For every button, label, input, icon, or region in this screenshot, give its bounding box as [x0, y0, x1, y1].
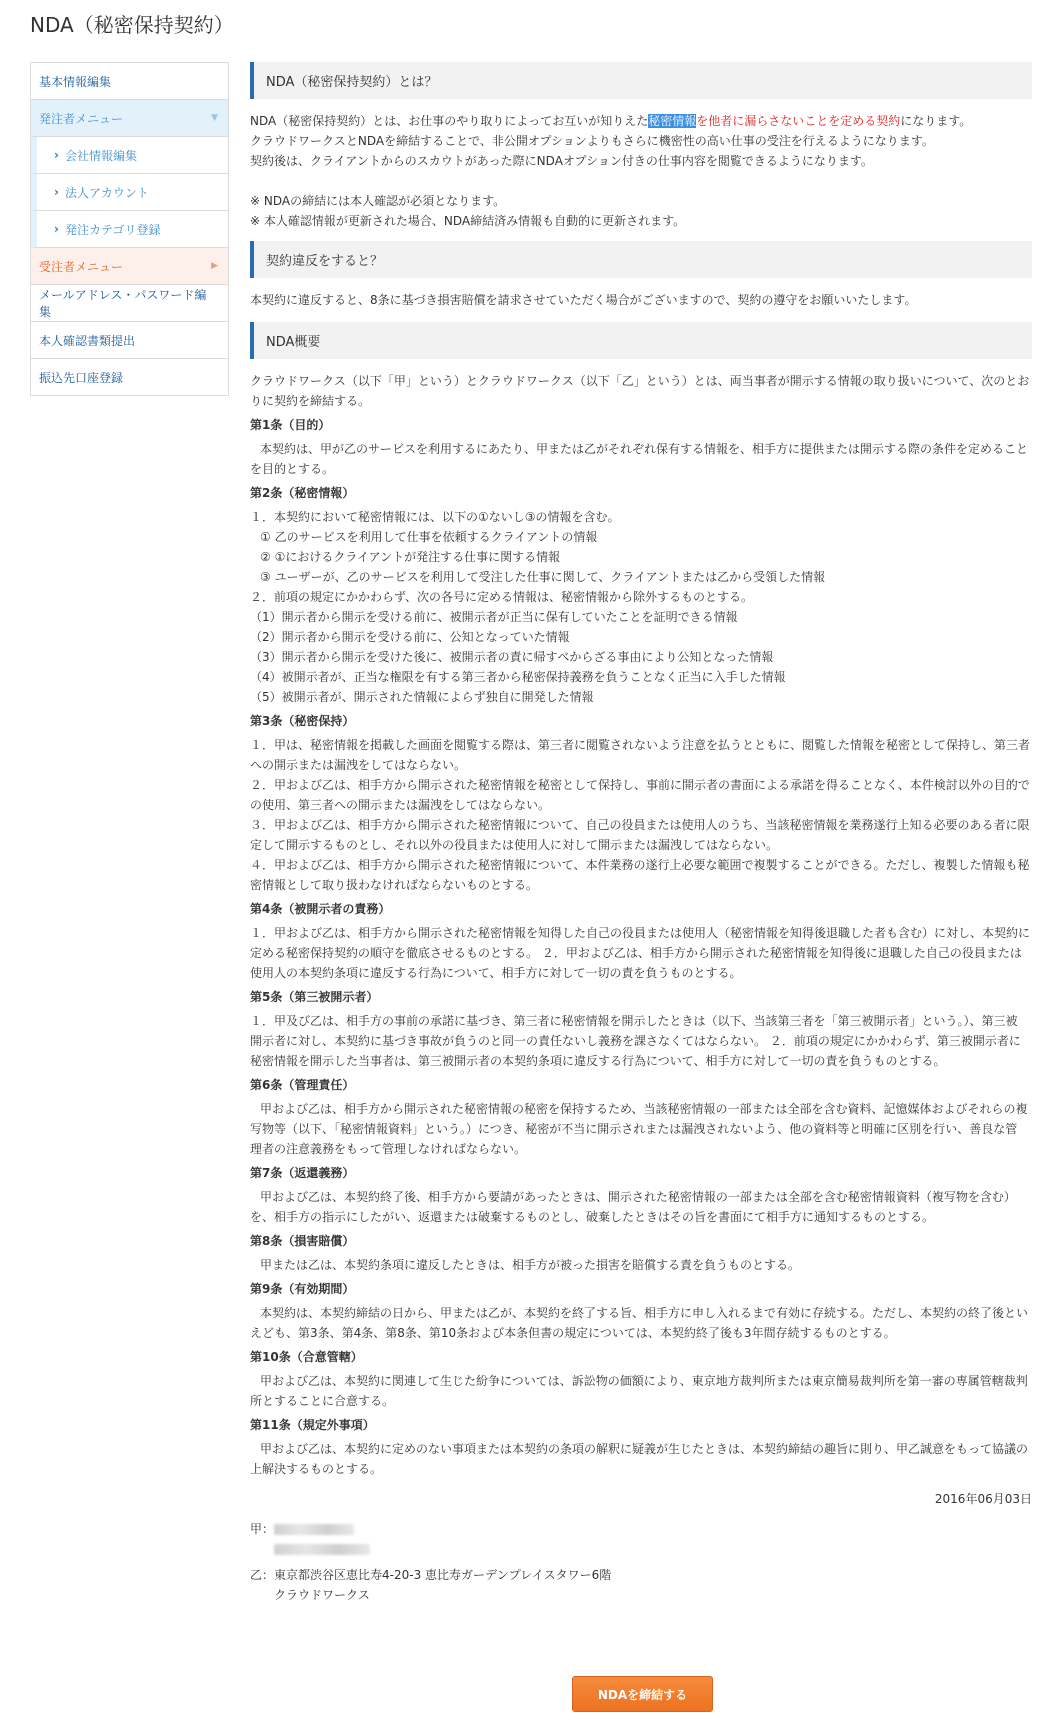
party-a-row: [250, 1519, 1032, 1539]
highlight-text: 秘密情報: [648, 114, 697, 128]
violation-text: 本契約に違反すると、8条に基づき損害賠償を請求させていただく場合がございますので、契約の遵守をお願いいたします。: [250, 293, 917, 307]
intro-text: [250, 111, 1032, 131]
article-text: 甲および乙は、本契約に関連して生じた紛争については、訴訟物の価額により、東京地方裁判所または東京簡易裁判所を第一審の専属管轄裁判: [260, 1374, 1028, 1388]
article-text: （5）被開示者が、開示された情報によらず独自に開発した情報: [250, 690, 594, 704]
article-text: えども、第3条、第4条、第8条、第10条および本条但書の規定については、本契約終了後も3年間存続するものとする。: [250, 1326, 896, 1340]
article-text: 甲および乙は、本契約に定めのない事項または本契約の条項の解釈に疑義が生じたときは、本契約締結の趣旨に則り、甲乙誠意をもって協議の: [260, 1442, 1029, 1456]
contract-date: 2016年06月03日: [934, 1492, 1032, 1506]
intro-text: クラウドワークスとNDAを締結することで、非公開オプションよりもさらに機密性の高い仕事の受注を行えるようになります。: [250, 134, 934, 148]
article-text: ① 乙のサービスを利用して仕事を依頼するクライアントの情報: [260, 530, 598, 544]
article-text: 甲および乙は、本契約終了後、相手方から要請があったときは、開示された秘密情報の一部または全部を含む秘密情報資料（複写物を含む）: [260, 1190, 1016, 1204]
intro-text: 契約後は、クライアントからのスカウトがあった際にNDAオプション付きの仕事内容を閲覧できるようになります。: [250, 154, 873, 168]
party-a-label: 甲：: [250, 1522, 275, 1536]
summary-intro: りに契約を締結する。: [250, 394, 371, 408]
article-text: の使用、第三者への開示または漏洩をしてはならない。: [250, 798, 551, 812]
article-text: （4）被開示者が、正当な権限を有する第三者から秘密保持義務を負うことなく正当に入手した情報: [250, 670, 786, 684]
note-text: ※ 本人確認情報が更新された場合、NDA締結済み情報も自動的に更新されます。: [250, 214, 686, 228]
article-text: 甲または乙は、本契約条項に違反したときは、相手方が被った損害を賠償する責を負うものとする。: [260, 1258, 801, 1272]
party-b-row: [250, 1565, 1032, 1585]
sidebar-item-label: 発注者メニュー: [39, 111, 124, 126]
article-text: 秘密情報を開示した当事者は、第三被開示者の本契約条項に違反する行為について、相手方に対して一切の責を負うものとする。: [250, 1054, 946, 1068]
sidebar-item-basic-info[interactable]: [31, 63, 228, 100]
sidebar-item-label: 法人アカウント: [64, 185, 149, 200]
article-text: ２．甲および乙は、相手方から開示された秘密情報を秘密として保持し、事前に開示者の書面による承諾を得ることなく、本件検討以外の目的で: [250, 778, 1030, 792]
article-text: １．本契約において秘密情報には、以下の①ないし③の情報を含む。: [250, 510, 620, 524]
article-title: 第2条（秘密情報）: [250, 486, 355, 500]
article-title: 第11条（規定外事項）: [250, 1418, 375, 1432]
article-title: 第10条（合意管轄）: [250, 1350, 363, 1364]
article-text: 密情報として取り扱わなければならないものとする。: [250, 878, 539, 892]
article-text: ４．甲および乙は、相手方から開示された秘密情報について、本件業務の遂行上必要な範囲で複製することができる。ただし、複製した情報も秘: [250, 858, 1030, 872]
sidebar-item-order-category[interactable]: [31, 211, 228, 248]
redacted-company: [274, 1544, 370, 1555]
section-heading-violation: 契約違反をすると？: [250, 241, 1032, 278]
article-text: （3）開示者から開示を受けた後に、被開示者の責に帰すべからざる事由により公知となった情報: [250, 650, 774, 664]
article-title: 第9条（有効期間）: [250, 1282, 355, 1296]
article-text: （2）開示者から開示を受ける前に、公知となっていた情報: [250, 630, 570, 644]
party-a-row: [250, 1539, 1032, 1559]
sidebar-item-label: 振込先口座登録: [39, 370, 124, 385]
article-title: 第6条（管理責任）: [250, 1078, 355, 1092]
article-title: 第7条（返還義務）: [250, 1166, 355, 1180]
page-title: NDA（秘密保持契約）: [30, 13, 234, 37]
article-text: 使用人の本契約条項に違反する行為について、相手方に対して一切の責を負うものとする。: [250, 966, 742, 980]
article-title: 第4条（被開示者の責務）: [250, 902, 391, 916]
main-content: [250, 62, 1032, 1605]
section-heading-what-is-nda: NDA（秘密保持契約）とは？: [250, 62, 1032, 99]
sidebar-item-label: 会社情報編集: [64, 148, 137, 163]
article-text: を、相手方の指示にしたがい、返還または破棄するものとし、破棄したときはその旨を書面にて相手方に通知するものとする。: [250, 1210, 935, 1224]
chevron-right-icon: ›: [54, 222, 59, 236]
sidebar-item-corporate-account[interactable]: [31, 174, 228, 211]
article-text: を目的とする。: [250, 462, 335, 476]
party-b-address: 東京都渋谷区恵比寿4-20-3 恵比寿ガーデンプレイスタワー6階: [274, 1568, 612, 1582]
article-text: １．甲は、秘密情報を掲載した画面を閲覧する際は、第三者に閲覧されないよう注意を払うとともに、閲覧した情報を秘密として保持し、第三者: [250, 738, 1031, 752]
article-text: 写物等（以下、「秘密情報資料」という。）につき、秘密が不当に開示されまたは漏洩されないよう、他の資料等と明確に区別を行い、善良な管: [250, 1122, 1018, 1136]
sidebar-item-worker-menu[interactable]: [31, 248, 228, 285]
article-text: １．甲及び乙は、相手方の事前の承諾に基づき、第三者に秘密情報を開示したときは（以下、当該第三者を「第三被開示者」という。）、第三被: [250, 1014, 1018, 1028]
article-title: 第5条（第三被開示者）: [250, 990, 379, 1004]
article-text: 本契約は、本契約締結の日から、甲または乙が、本契約を終了する旨、相手方に申し入れるまで有効に存続する。ただし、本契約の終了後とい: [260, 1306, 1029, 1320]
article-title: 第3条（秘密保持）: [250, 714, 355, 728]
intro-text-part: NDA（秘密保持契約）とは、お仕事のやり取りによってお互いが知りえた: [250, 114, 649, 128]
article-text: 開示者に対し、本契約に基づき事故が負うのと同一の責任ないし義務を課さなくてはならない。 ２．前項の規定にかかわらず、第三被開示者に: [250, 1034, 1021, 1048]
article-text: 上解決するものとする。: [250, 1462, 383, 1476]
section-heading-nda-summary: NDA概要: [250, 322, 1032, 359]
sidebar-item-label: 基本情報編集: [39, 74, 112, 89]
summary-intro: クラウドワークス（以下「甲」という）とクラウドワークス（以下「乙」という）とは、両当事者が開示する情報の取り扱いについて、次のとお: [250, 374, 1030, 388]
sidebar-item-label: 受注者メニュー: [39, 259, 124, 274]
sidebar: [30, 62, 229, 396]
intro-text-part: になります。: [900, 114, 972, 128]
article-text: （1）開示者から開示を受ける前に、被開示者が正当に保有していたことを証明できる情報: [250, 610, 738, 624]
sidebar-item-identity-docs[interactable]: [31, 322, 228, 359]
sign-nda-button[interactable]: NDAを締結する: [572, 1676, 713, 1712]
article-text: 所とすることに合意する。: [250, 1394, 395, 1408]
sidebar-item-label: 本人確認書類提出: [39, 333, 136, 348]
article-text: 定して開示するものとし、それ以外の役員または使用人に対して開示または漏洩してはならない。: [250, 838, 779, 852]
article-text: ３．甲および乙は、相手方から開示された秘密情報について、自己の役員または使用人のうち、当該秘密情報を業務遂行上知る必要のある者に限: [250, 818, 1030, 832]
article-title: 第1条（目的）: [250, 418, 331, 432]
chevron-right-icon: ›: [54, 148, 59, 162]
sidebar-item-label: 発注カテゴリ登録: [64, 222, 161, 237]
emphasis-text: を他者に漏らさないことを定める契約: [696, 114, 901, 128]
party-b-name: クラウドワークス: [274, 1588, 370, 1602]
article-text: 甲および乙は、相手方から開示された秘密情報の秘密を保持するため、当該秘密情報の一部または全部を含む資料、記憶媒体およびそれらの複: [260, 1102, 1028, 1116]
article-text: 本契約は、甲が乙のサービスを利用するにあたり、甲または乙がそれぞれ保有する情報を、相手方に提供または開示する際の条件を定めること: [260, 442, 1029, 456]
caret-right-icon: ▶: [211, 261, 218, 271]
sidebar-item-bank-account[interactable]: [31, 359, 228, 396]
sidebar-item-client-menu[interactable]: [31, 100, 228, 137]
article-text: 定める秘密保持契約の順守を徹底させるものとする。 ２．甲および乙は、相手方から開示された秘密情報を知得後に退職した自己の役員または: [250, 946, 1022, 960]
sidebar-item-email-password[interactable]: [31, 285, 228, 322]
article-title: 第8条（損害賠償）: [250, 1234, 355, 1248]
article-text: への開示または漏洩をしてはならない。: [250, 758, 467, 772]
caret-down-icon: ▼: [211, 113, 218, 123]
article-text: ２．前項の規定にかかわらず、次の各号に定める情報は、秘密情報から除外するものとする。: [250, 590, 754, 604]
article-text: １．甲および乙は、相手方から開示された秘密情報を知得した自己の役員または使用人（秘密情報を知得後退職した者も含む）に対し、本契約に: [250, 926, 1031, 940]
article-text: 理者の注意義務をもって管理しなければならない。: [250, 1142, 527, 1156]
redacted-name: [274, 1524, 354, 1535]
sidebar-item-company-info[interactable]: [31, 137, 228, 174]
article-text: ② ①におけるクライアントが発注する仕事に関する情報: [260, 550, 561, 564]
party-b-label: 乙：: [250, 1568, 275, 1582]
article-text: ③ ユーザーが、乙のサービスを利用して受注した仕事に関して、クライアントまたは乙から受領した情報: [260, 570, 826, 584]
note-text: ※ NDAの締結には本人確認が必須となります。: [250, 194, 506, 208]
sidebar-item-label: メールアドレス・パスワード編集: [39, 288, 207, 319]
chevron-right-icon: ›: [54, 185, 59, 199]
